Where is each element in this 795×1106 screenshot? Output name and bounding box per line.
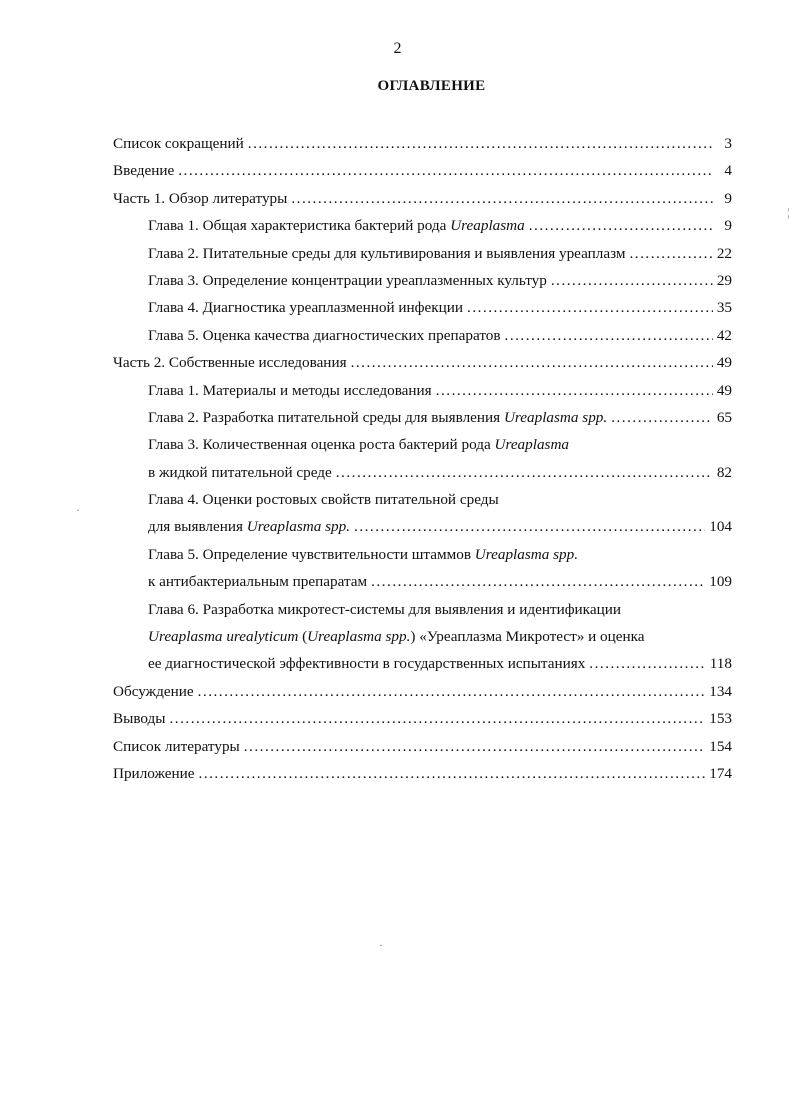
leader-dots	[551, 267, 713, 294]
toc-entry-italic: Ureaplasma	[494, 436, 570, 454]
toc-page-number: 104	[709, 518, 732, 536]
toc-entry-title: Глава 4. Оценки ростовых свойств питательной среды	[148, 491, 499, 509]
toc-entry-part2-chapter-6-line-2[interactable]	[113, 623, 732, 650]
leader-dots	[436, 377, 713, 404]
toc-entry-italic: Ureaplasma spp.	[246, 518, 351, 536]
toc-page-number: 49	[716, 354, 732, 372]
scan-mark: ·	[379, 938, 383, 952]
scan-mark: ¦	[787, 205, 790, 219]
toc-page-number: 29	[716, 271, 732, 289]
toc-entry-introduction[interactable]	[113, 157, 732, 184]
scan-mark: ·	[76, 503, 80, 517]
leader-dots	[354, 513, 705, 540]
toc-page-number: 3	[724, 135, 732, 152]
toc-page-number: 42	[716, 326, 732, 344]
toc-entry-part2-chapter-3-line-2[interactable]	[113, 459, 732, 486]
toc-entry-title: Список литературы	[113, 737, 240, 755]
toc-entry-title: Обсуждение	[113, 682, 194, 700]
leader-dots	[199, 760, 706, 787]
page-number: 2	[393, 40, 402, 57]
toc-page-number: 65	[716, 408, 732, 426]
leader-dots	[178, 157, 714, 184]
leader-dots	[291, 185, 714, 212]
toc-entry-part2-chapter-1[interactable]	[113, 377, 732, 404]
toc-page-number: 154	[709, 737, 732, 755]
toc-entry-part2-chapter-2[interactable]	[113, 404, 732, 431]
toc-entry-part-1[interactable]	[113, 185, 732, 212]
leader-dots	[336, 459, 713, 486]
toc-entry-part1-chapter-1[interactable]	[113, 212, 732, 239]
leader-dots	[170, 705, 706, 732]
toc-page-number: 118	[709, 655, 732, 673]
leader-dots	[589, 650, 705, 677]
toc-entry-part2-chapter-6-line-3[interactable]	[113, 650, 732, 677]
toc-entry-title: к антибактериальным препаратам	[148, 573, 368, 591]
toc-entry-title: Глава 4. Диагностика уреаплазменной инфекции	[148, 299, 464, 317]
page-title: ОГЛАВЛЕНИЕ	[377, 78, 486, 94]
toc-entry-italic: Ureaplasma spp.	[503, 408, 608, 426]
toc-entry-title: Введение	[113, 162, 175, 180]
toc-entry-italic: Ureaplasma urealyticum	[148, 628, 299, 646]
leader-dots	[244, 733, 705, 760]
leader-dots	[611, 404, 713, 431]
toc-page-number: 22	[716, 244, 732, 262]
toc-page-number: 153	[709, 710, 732, 728]
toc-entry-title: Часть 1. Обзор литературы	[113, 189, 288, 207]
table-of-contents	[113, 130, 732, 787]
toc-entry-title: Глава 3. Определение концентрации уреаплазменных культур	[148, 271, 547, 289]
toc-entry-title: ее диагностической эффективности в государственных испытаниях	[148, 655, 586, 673]
toc-entry-part2-chapter-3-line-1[interactable]	[113, 431, 732, 458]
toc-page-number: 4	[724, 162, 732, 180]
toc-entry-title: Глава 2. Питательные среды для культивирования и выявления уреаплазм	[148, 244, 626, 262]
leader-dots	[371, 568, 705, 595]
toc-entry-title: Глава 3. Количественная оценка роста бактерий рода Ureaplasma	[148, 436, 570, 454]
toc-entry-title: Глава 5. Оценка качества диагностических препаратов	[148, 326, 501, 344]
toc-page-number: 109	[709, 573, 732, 591]
toc-entry-italic: Ureaplasma	[450, 217, 525, 235]
leader-dots	[529, 212, 714, 239]
toc-entry-part-2[interactable]	[113, 349, 732, 376]
toc-page-number: 174	[709, 764, 732, 782]
toc-entry-part2-chapter-5-line-2[interactable]	[113, 568, 732, 595]
toc-entry-title: Выводы	[113, 710, 166, 728]
toc-entry-appendix[interactable]	[113, 760, 732, 787]
toc-entry-title: Глава 1. Общая характеристика бактерий рода Ureaplasma	[148, 217, 525, 235]
toc-page-number: 9	[724, 189, 732, 207]
leader-dots	[630, 240, 713, 267]
toc-page-number: 134	[709, 682, 732, 700]
toc-entry-title: Часть 2. Собственные исследования	[113, 354, 347, 372]
toc-entry-italic: Ureaplasma spp.	[307, 628, 411, 646]
toc-entry-title: Ureaplasma urealyticum (Ureaplasma spp.) «Уреаплазма Микротест» и оценка	[148, 628, 645, 646]
toc-entry-part1-chapter-3[interactable]	[113, 267, 732, 294]
leader-dots	[351, 349, 713, 376]
toc-entry-part1-chapter-5[interactable]	[113, 322, 732, 349]
leader-dots	[467, 294, 713, 321]
toc-entry-title: Приложение	[113, 764, 195, 782]
toc-entry-title: для выявления Ureaplasma spp.	[148, 518, 351, 536]
toc-entry-part2-chapter-4-line-2[interactable]	[113, 513, 732, 540]
toc-entry-title: Глава 5. Определение чувствительности штаммов Ureaplasma spp.	[148, 545, 579, 563]
toc-entry-part2-chapter-5-line-1[interactable]	[113, 541, 732, 568]
toc-entry-part1-chapter-2[interactable]	[113, 240, 732, 267]
toc-page-number: 9	[724, 217, 732, 235]
toc-entry-part1-chapter-4[interactable]	[113, 294, 732, 321]
toc-entry-conclusions[interactable]	[113, 705, 732, 732]
leader-dots	[198, 678, 706, 705]
toc-entry-title: в жидкой питательной среде	[148, 463, 332, 481]
toc-entry-part2-chapter-6-line-1[interactable]	[113, 596, 732, 623]
leader-dots	[505, 322, 713, 349]
leader-dots	[248, 130, 714, 157]
toc-page-number: 82	[716, 463, 732, 481]
toc-entry-title: Глава 1. Материалы и методы исследования	[148, 381, 432, 399]
toc-entry-title: Список сокращений	[113, 135, 244, 152]
toc-entry-title: Глава 6. Разработка микротест-системы для выявления и идентификации	[148, 600, 621, 618]
toc-page-number: 35	[716, 299, 732, 317]
toc-entry-discussion[interactable]	[113, 678, 732, 705]
toc-entry-title: Глава 2. Разработка питательной среды для выявления Ureaplasma spp.	[148, 408, 608, 426]
toc-entry-part2-chapter-4-line-1[interactable]	[113, 486, 732, 513]
toc-entry-references[interactable]	[113, 733, 732, 760]
toc-entry-abbreviations[interactable]	[113, 130, 732, 157]
toc-entry-italic: Ureaplasma spp.	[474, 545, 579, 563]
toc-page-number: 49	[716, 381, 732, 399]
